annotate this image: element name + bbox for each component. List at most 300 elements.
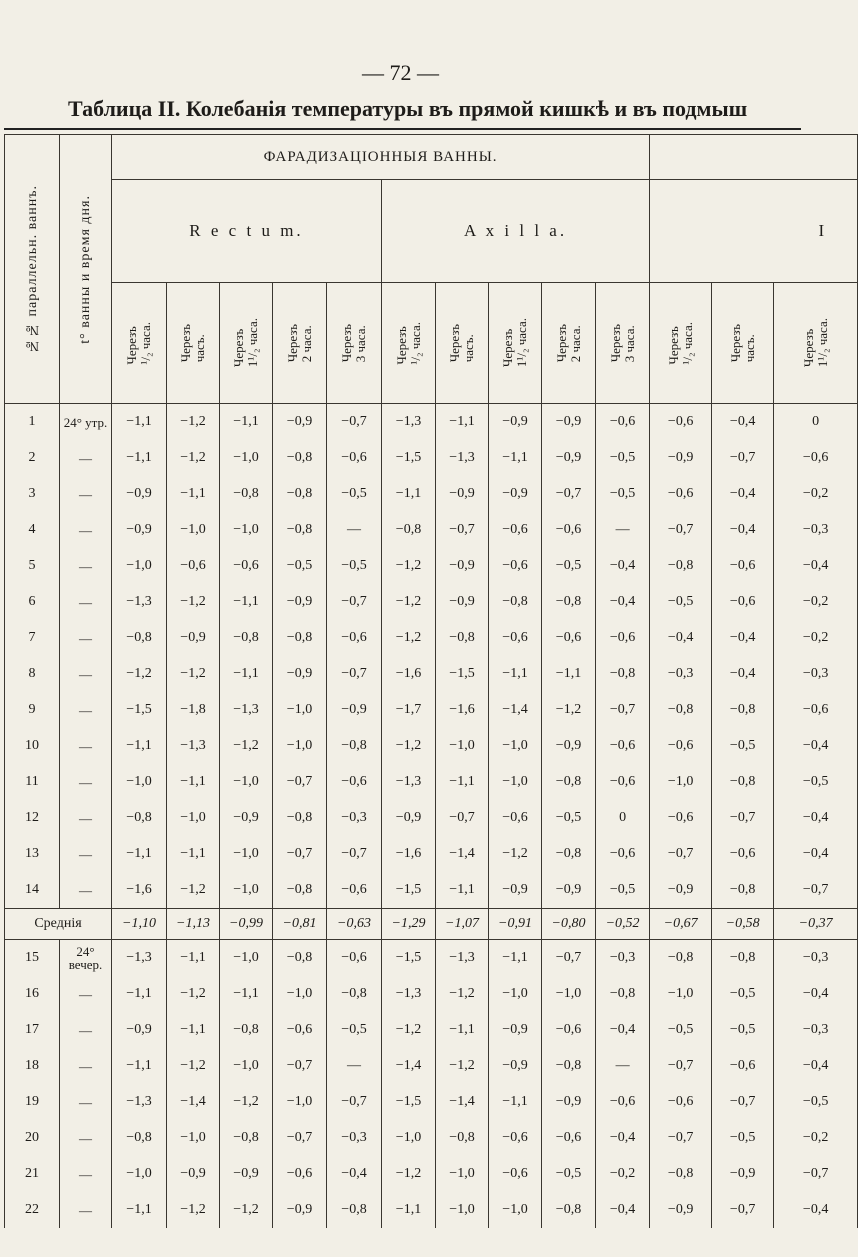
value-cell: −0,6 — [489, 1156, 542, 1192]
bath-temperature: — — [60, 1012, 112, 1048]
table-row — [5, 976, 858, 1012]
value-cell: −0,6 — [712, 836, 774, 872]
value-cell: −0,8 — [712, 692, 774, 728]
value-cell: −0,3 — [327, 1120, 382, 1156]
value-cell: −0,2 — [596, 1156, 650, 1192]
table-row — [5, 800, 858, 836]
value-cell: −0,4 — [774, 836, 858, 872]
value-cell: −0,8 — [650, 548, 712, 584]
value-cell: −1,0 — [489, 728, 542, 764]
value-cell: −0,4 — [596, 1192, 650, 1228]
value-cell: −1,5 — [112, 692, 167, 728]
table-row — [5, 872, 858, 909]
value-cell: −1,1 — [489, 656, 542, 692]
bath-temperature: — — [60, 1120, 112, 1156]
header-interval-11: Черезъ ¹/₂ часа. — [650, 283, 712, 404]
bath-temperature: — — [60, 512, 112, 548]
value-cell: −0,4 — [774, 728, 858, 764]
value-cell: −1,3 — [112, 584, 167, 620]
value-cell: −0,6 — [650, 800, 712, 836]
value-cell: −0,6 — [650, 1084, 712, 1120]
bath-temperature: — — [60, 440, 112, 476]
value-cell: −0,9 — [436, 548, 489, 584]
value-cell: −0,8 — [650, 692, 712, 728]
value-cell: −0,9 — [542, 872, 596, 909]
value-cell: −1,3 — [382, 404, 436, 441]
value-cell: −0,9 — [220, 800, 273, 836]
value-cell: −0,7 — [650, 1120, 712, 1156]
bath-number: 20 — [5, 1120, 60, 1156]
value-cell: −1,5 — [382, 940, 436, 977]
bath-temperature: — — [60, 656, 112, 692]
average-value: −0,81 — [273, 909, 327, 940]
value-cell: −0,7 — [774, 872, 858, 909]
bath-temperature: 24° вечер. — [60, 940, 112, 977]
value-cell: −0,6 — [327, 940, 382, 977]
bath-number: 9 — [5, 692, 60, 728]
value-cell: −0,9 — [436, 584, 489, 620]
value-cell: −0,5 — [650, 584, 712, 620]
table-row — [5, 440, 858, 476]
value-cell: −1,1 — [167, 940, 220, 977]
header-interval-13: Черезъ 1¹/₂ часа. — [774, 283, 858, 404]
value-cell: −1,0 — [220, 836, 273, 872]
value-cell: −0,8 — [489, 584, 542, 620]
average-value: −0,52 — [596, 909, 650, 940]
value-cell: −1,1 — [436, 1012, 489, 1048]
value-cell: −0,3 — [327, 800, 382, 836]
value-cell: −0,9 — [220, 1156, 273, 1192]
table-row — [5, 512, 858, 548]
value-cell: −1,3 — [167, 728, 220, 764]
value-cell: −0,2 — [774, 1120, 858, 1156]
value-cell: −1,0 — [489, 1192, 542, 1228]
value-cell: −0,9 — [382, 800, 436, 836]
header-interval-2: Черезъ часъ. — [167, 283, 220, 404]
bath-number: 3 — [5, 476, 60, 512]
value-cell: −0,5 — [596, 476, 650, 512]
value-cell: −0,4 — [774, 548, 858, 584]
value-cell: 0 — [596, 800, 650, 836]
bath-number: 22 — [5, 1192, 60, 1228]
value-cell: −0,4 — [712, 512, 774, 548]
value-cell: −1,2 — [220, 1084, 273, 1120]
header-next-group — [650, 135, 858, 180]
value-cell: −0,5 — [712, 1120, 774, 1156]
value-cell: −0,6 — [596, 836, 650, 872]
value-cell: −0,8 — [650, 940, 712, 977]
value-cell: −0,8 — [542, 584, 596, 620]
value-cell: −0,8 — [712, 940, 774, 977]
value-cell: −0,8 — [436, 1120, 489, 1156]
bath-number: 14 — [5, 872, 60, 909]
header-interval-9: Черезъ 2 часа. — [542, 283, 596, 404]
value-cell: −1,1 — [112, 1048, 167, 1084]
value-cell: −0,2 — [774, 584, 858, 620]
table-sheet — [4, 134, 833, 1257]
value-cell: −1,0 — [220, 1048, 273, 1084]
table-row — [5, 584, 858, 620]
value-cell: −1,2 — [489, 836, 542, 872]
bath-temperature: — — [60, 800, 112, 836]
value-cell: −1,1 — [112, 404, 167, 441]
bath-temperature: — — [60, 692, 112, 728]
value-cell: −0,9 — [436, 476, 489, 512]
value-cell: −0,7 — [712, 440, 774, 476]
value-cell: −1,0 — [167, 800, 220, 836]
value-cell: −0,4 — [774, 800, 858, 836]
average-value: −0,58 — [712, 909, 774, 940]
value-cell: −1,4 — [382, 1048, 436, 1084]
value-cell: −1,1 — [167, 1012, 220, 1048]
header-faradic-baths: ФАРАДИЗАЦІОННЫЯ ВАННЫ. — [112, 135, 650, 180]
average-value: −0,91 — [489, 909, 542, 940]
value-cell: −0,6 — [542, 1120, 596, 1156]
value-cell: −0,5 — [650, 1012, 712, 1048]
value-cell: −0,6 — [596, 728, 650, 764]
value-cell: — — [596, 1048, 650, 1084]
value-cell: −0,3 — [650, 656, 712, 692]
value-cell: −1,0 — [436, 1192, 489, 1228]
value-cell: −1,1 — [220, 404, 273, 441]
value-cell: −0,8 — [596, 976, 650, 1012]
value-cell: −0,4 — [596, 1012, 650, 1048]
value-cell: −1,1 — [220, 976, 273, 1012]
value-cell: −0,7 — [273, 1048, 327, 1084]
value-cell: −1,6 — [382, 656, 436, 692]
average-value: −0,80 — [542, 909, 596, 940]
header-interval-10: Черезъ 3 часа. — [596, 283, 650, 404]
value-cell: −1,7 — [382, 692, 436, 728]
value-cell: −0,9 — [489, 1012, 542, 1048]
value-cell: −0,3 — [774, 1012, 858, 1048]
value-cell: −0,6 — [273, 1012, 327, 1048]
value-cell: −0,8 — [220, 1012, 273, 1048]
value-cell: −0,3 — [774, 656, 858, 692]
value-cell: −1,6 — [382, 836, 436, 872]
value-cell: −1,0 — [220, 512, 273, 548]
value-cell: −1,0 — [167, 512, 220, 548]
bath-temperature: — — [60, 548, 112, 584]
value-cell: −1,3 — [382, 764, 436, 800]
value-cell: −0,6 — [596, 1084, 650, 1120]
table-row — [5, 1120, 858, 1156]
value-cell: −0,7 — [542, 940, 596, 977]
table-row — [5, 728, 858, 764]
value-cell: −1,1 — [220, 584, 273, 620]
value-cell: −0,7 — [712, 1192, 774, 1228]
value-cell: −1,4 — [436, 1084, 489, 1120]
value-cell: −1,0 — [273, 692, 327, 728]
value-cell: −0,6 — [712, 1048, 774, 1084]
bath-number: 19 — [5, 1084, 60, 1120]
value-cell: −0,7 — [650, 512, 712, 548]
value-cell: −0,5 — [542, 1156, 596, 1192]
value-cell: −0,9 — [167, 1156, 220, 1192]
value-cell: −0,6 — [220, 548, 273, 584]
value-cell: −1,5 — [382, 872, 436, 909]
value-cell: −1,0 — [542, 976, 596, 1012]
value-cell: −0,9 — [489, 476, 542, 512]
value-cell: −0,5 — [542, 548, 596, 584]
value-cell: −0,7 — [542, 476, 596, 512]
value-cell: −0,4 — [712, 476, 774, 512]
value-cell: −0,5 — [327, 476, 382, 512]
value-cell: −0,8 — [273, 476, 327, 512]
value-cell: −0,5 — [327, 1012, 382, 1048]
value-cell: −0,7 — [327, 584, 382, 620]
bath-number: 18 — [5, 1048, 60, 1084]
value-cell: −1,2 — [436, 1048, 489, 1084]
value-cell: −0,9 — [273, 404, 327, 441]
value-cell: −1,1 — [112, 728, 167, 764]
value-cell: −1,2 — [382, 1012, 436, 1048]
value-cell: −1,1 — [382, 1192, 436, 1228]
value-cell: −1,3 — [112, 940, 167, 977]
average-label: Среднія — [5, 909, 112, 940]
value-cell: −0,6 — [596, 620, 650, 656]
value-cell: −0,6 — [327, 764, 382, 800]
value-cell: −0,2 — [774, 620, 858, 656]
value-cell: −1,1 — [112, 1192, 167, 1228]
bath-temperature: — — [60, 1192, 112, 1228]
bath-number: 1 — [5, 404, 60, 441]
header-rectum: R e c t u m. — [112, 180, 382, 283]
average-value: −1,07 — [436, 909, 489, 940]
value-cell: −0,8 — [273, 800, 327, 836]
bath-number: 17 — [5, 1012, 60, 1048]
value-cell: −1,5 — [382, 1084, 436, 1120]
value-cell: −0,7 — [327, 836, 382, 872]
bath-number: 11 — [5, 764, 60, 800]
value-cell: −0,8 — [327, 1192, 382, 1228]
value-cell: −1,1 — [112, 976, 167, 1012]
value-cell: −0,9 — [273, 1192, 327, 1228]
value-cell: −1,0 — [220, 872, 273, 909]
value-cell: −0,6 — [596, 764, 650, 800]
value-cell: −0,5 — [712, 976, 774, 1012]
average-value: −0,63 — [327, 909, 382, 940]
value-cell: −0,4 — [774, 1048, 858, 1084]
value-cell: −0,4 — [596, 548, 650, 584]
value-cell: −1,6 — [436, 692, 489, 728]
value-cell: −0,7 — [650, 836, 712, 872]
value-cell: −1,0 — [112, 764, 167, 800]
value-cell: −0,7 — [596, 692, 650, 728]
header-interval-6: Черезъ ¹/₂ часа. — [382, 283, 436, 404]
value-cell: −1,1 — [436, 872, 489, 909]
value-cell: −1,5 — [436, 656, 489, 692]
value-cell: −0,9 — [167, 620, 220, 656]
value-cell: −1,2 — [382, 1156, 436, 1192]
table-row — [5, 1012, 858, 1048]
value-cell: −0,9 — [650, 872, 712, 909]
value-cell: −0,8 — [112, 620, 167, 656]
value-cell: −0,6 — [542, 512, 596, 548]
table-row — [5, 764, 858, 800]
value-cell: −1,2 — [112, 656, 167, 692]
table-row — [5, 1048, 858, 1084]
value-cell: −0,6 — [273, 1156, 327, 1192]
value-cell: −1,2 — [167, 1192, 220, 1228]
value-cell: −0,5 — [712, 1012, 774, 1048]
value-cell: −1,3 — [436, 440, 489, 476]
value-cell: — — [596, 512, 650, 548]
value-cell: −0,8 — [112, 1120, 167, 1156]
bath-temperature: — — [60, 584, 112, 620]
value-cell: −1,0 — [112, 548, 167, 584]
value-cell: −0,9 — [112, 512, 167, 548]
value-cell: −0,7 — [273, 836, 327, 872]
value-cell: −1,2 — [167, 404, 220, 441]
value-cell: −0,8 — [220, 1120, 273, 1156]
value-cell: −0,8 — [712, 872, 774, 909]
bath-number: 8 — [5, 656, 60, 692]
value-cell: −0,9 — [273, 656, 327, 692]
bath-temperature: — — [60, 476, 112, 512]
value-cell: −0,8 — [542, 1048, 596, 1084]
value-cell: −1,2 — [382, 728, 436, 764]
value-cell: −1,1 — [382, 476, 436, 512]
value-cell: −0,9 — [273, 584, 327, 620]
value-cell: −0,2 — [774, 476, 858, 512]
table-row — [5, 476, 858, 512]
value-cell: −0,3 — [596, 940, 650, 977]
value-cell: −1,2 — [220, 1192, 273, 1228]
value-cell: −0,5 — [596, 440, 650, 476]
value-cell: −1,2 — [382, 548, 436, 584]
average-row — [5, 909, 858, 940]
value-cell: −1,2 — [167, 976, 220, 1012]
value-cell: −1,1 — [167, 764, 220, 800]
value-cell: −1,1 — [542, 656, 596, 692]
bath-temperature: — — [60, 836, 112, 872]
average-value: −1,10 — [112, 909, 167, 940]
value-cell: −1,0 — [650, 764, 712, 800]
value-cell: −1,3 — [112, 1084, 167, 1120]
value-cell: −0,6 — [712, 584, 774, 620]
header-interval-12: Черезъ часъ. — [712, 283, 774, 404]
value-cell: −0,9 — [542, 404, 596, 441]
value-cell: −1,1 — [112, 440, 167, 476]
value-cell: −1,2 — [436, 976, 489, 1012]
value-cell: −1,4 — [167, 1084, 220, 1120]
bath-number: 4 — [5, 512, 60, 548]
value-cell: −0,6 — [542, 620, 596, 656]
value-cell: −0,4 — [596, 584, 650, 620]
value-cell: −1,0 — [273, 728, 327, 764]
value-cell: −0,8 — [542, 836, 596, 872]
value-cell: −1,2 — [167, 656, 220, 692]
bath-temperature: — — [60, 1156, 112, 1192]
value-cell: −0,4 — [327, 1156, 382, 1192]
value-cell: −1,0 — [112, 1156, 167, 1192]
value-cell: −0,6 — [327, 440, 382, 476]
value-cell: −0,4 — [712, 404, 774, 441]
value-cell: −1,0 — [220, 440, 273, 476]
value-cell: −1,1 — [489, 1084, 542, 1120]
value-cell: −1,3 — [436, 940, 489, 977]
value-cell: −0,8 — [596, 656, 650, 692]
value-cell: −1,4 — [489, 692, 542, 728]
value-cell: −0,8 — [382, 512, 436, 548]
value-cell: −0,5 — [273, 548, 327, 584]
value-cell: −1,2 — [382, 620, 436, 656]
value-cell: −1,6 — [112, 872, 167, 909]
table-row — [5, 1156, 858, 1192]
average-value: −1,29 — [382, 909, 436, 940]
value-cell: −1,0 — [650, 976, 712, 1012]
value-cell: −1,0 — [436, 1156, 489, 1192]
value-cell: −0,6 — [489, 548, 542, 584]
value-cell: −0,5 — [774, 1084, 858, 1120]
value-cell: — — [327, 512, 382, 548]
value-cell: −0,6 — [650, 476, 712, 512]
value-cell: −1,1 — [436, 764, 489, 800]
value-cell: −0,8 — [112, 800, 167, 836]
bath-number: 10 — [5, 728, 60, 764]
table-row — [5, 404, 858, 441]
value-cell: −1,0 — [220, 940, 273, 977]
average-value: −0,67 — [650, 909, 712, 940]
value-cell: −0,9 — [489, 404, 542, 441]
value-cell: −1,1 — [167, 836, 220, 872]
value-cell: −0,9 — [112, 1012, 167, 1048]
header-axilla: A x i l l a. — [382, 180, 650, 283]
value-cell: −0,7 — [273, 764, 327, 800]
table-row — [5, 836, 858, 872]
bath-number: 21 — [5, 1156, 60, 1192]
value-cell: −0,5 — [542, 800, 596, 836]
bath-number: 15 — [5, 940, 60, 977]
value-cell: −1,8 — [167, 692, 220, 728]
value-cell: −0,8 — [220, 620, 273, 656]
page-number: — 72 — — [362, 60, 439, 85]
value-cell: −1,2 — [167, 872, 220, 909]
value-cell: −0,8 — [273, 512, 327, 548]
value-cell: −1,4 — [436, 836, 489, 872]
value-cell: −0,8 — [220, 476, 273, 512]
bath-temperature: — — [60, 872, 112, 909]
value-cell: −0,6 — [167, 548, 220, 584]
value-cell: −1,2 — [382, 584, 436, 620]
value-cell: −0,8 — [542, 764, 596, 800]
value-cell: −1,1 — [489, 440, 542, 476]
value-cell: −0,4 — [596, 1120, 650, 1156]
value-cell: −0,9 — [650, 1192, 712, 1228]
value-cell: — — [327, 1048, 382, 1084]
title-rule — [4, 128, 801, 130]
value-cell: −1,1 — [112, 836, 167, 872]
value-cell: −1,0 — [220, 764, 273, 800]
value-cell: −1,2 — [167, 584, 220, 620]
bath-temperature: — — [60, 728, 112, 764]
value-cell: −0,7 — [436, 512, 489, 548]
value-cell: −1,2 — [220, 728, 273, 764]
bath-temperature: — — [60, 1048, 112, 1084]
average-value: −1,13 — [167, 909, 220, 940]
value-cell: −0,6 — [489, 1120, 542, 1156]
value-cell: −0,7 — [712, 800, 774, 836]
value-cell: −1,1 — [489, 940, 542, 977]
value-cell: −0,5 — [596, 872, 650, 909]
header-interval-4: Черезъ 2 часа. — [273, 283, 327, 404]
value-cell: −0,6 — [650, 728, 712, 764]
average-value: −0,99 — [220, 909, 273, 940]
value-cell: −0,8 — [712, 764, 774, 800]
bath-temperature: — — [60, 976, 112, 1012]
table-row — [5, 656, 858, 692]
